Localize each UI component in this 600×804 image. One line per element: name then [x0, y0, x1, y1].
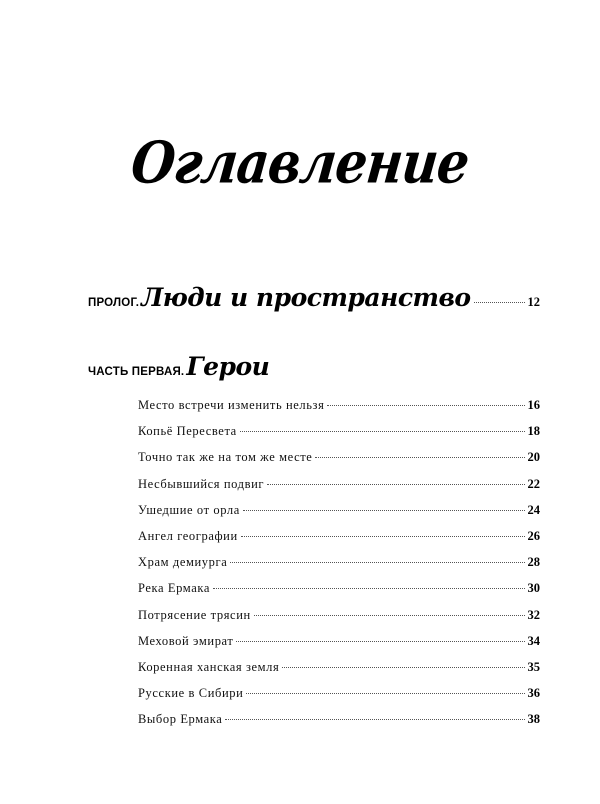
toc-item-page: 26 [527, 528, 540, 543]
dot-leader [236, 641, 524, 642]
dot-leader [282, 667, 524, 668]
toc-item-page: 34 [527, 633, 540, 648]
dot-leader [230, 562, 524, 563]
dot-leader [474, 302, 525, 303]
part-one-label: ЧАСТЬ ПЕРВАЯ. [88, 366, 185, 378]
part-one-title: Герои [186, 352, 270, 381]
toc-item[interactable] [138, 634, 540, 660]
prologue-page-number: 12 [527, 295, 540, 309]
toc-item-page: 22 [527, 476, 540, 491]
toc-item[interactable] [138, 398, 540, 424]
toc-item-title: Потрясение трясин [138, 607, 251, 622]
dot-leader [267, 484, 524, 485]
dot-leader [254, 615, 525, 616]
toc-item-title: Река Ермака [138, 581, 210, 596]
toc-item[interactable] [138, 581, 540, 607]
toc-item-page: 32 [527, 607, 540, 622]
toc-item-page: 16 [527, 398, 540, 412]
dot-leader [246, 693, 524, 694]
toc-item[interactable] [138, 608, 540, 634]
toc-item[interactable] [138, 424, 540, 450]
dot-leader [315, 457, 524, 458]
toc-item[interactable] [138, 712, 540, 738]
toc-item[interactable] [138, 450, 540, 476]
toc-item-page: 18 [527, 424, 540, 439]
toc-item-page: 35 [527, 659, 540, 674]
toc-item-page: 36 [527, 686, 540, 701]
toc-item-page: 24 [527, 502, 540, 517]
dot-leader [213, 588, 525, 589]
toc-item-title: Храм демиурга [138, 555, 228, 570]
toc-item-title: Ангел географии [138, 528, 238, 543]
part-one-heading [88, 352, 269, 381]
toc-item-title: Меховой эмират [138, 633, 234, 648]
dot-leader [240, 431, 525, 432]
toc-item-title: Несбывшийся подвиг [138, 476, 265, 491]
toc-item-title: Копьё Пересвета [138, 424, 237, 439]
toc-item-page: 38 [527, 712, 540, 727]
toc-item-page: 28 [527, 555, 540, 570]
toc-item[interactable] [138, 686, 540, 712]
dot-leader [225, 719, 524, 720]
toc-item[interactable] [138, 660, 540, 686]
toc-item-title: Русские в Сибири [138, 686, 244, 701]
dot-leader [241, 536, 525, 537]
toc-item-title: Выбор Ермака [138, 712, 223, 727]
toc-list-part-one [138, 398, 540, 738]
toc-entry-prologue[interactable] [88, 283, 540, 312]
dot-leader [243, 510, 525, 511]
toc-item-title: Место встречи изменить нельзя [138, 398, 325, 412]
toc-item-title: Точно так же на том же месте [138, 450, 313, 465]
toc-item[interactable] [138, 477, 540, 503]
dot-leader [327, 405, 524, 406]
page-title: Оглавление [128, 128, 472, 197]
toc-item-page: 20 [527, 450, 540, 465]
toc-item-title: Ушедшие от орла [138, 502, 240, 517]
toc-item[interactable] [138, 503, 540, 529]
toc-item-page: 30 [527, 581, 540, 596]
prologue-label: ПРОЛОГ. [88, 297, 140, 309]
toc-item-title: Коренная ханская земля [138, 659, 280, 674]
toc-item[interactable] [138, 529, 540, 555]
toc-item[interactable] [138, 555, 540, 581]
prologue-title: Люди и пространство [141, 283, 471, 312]
